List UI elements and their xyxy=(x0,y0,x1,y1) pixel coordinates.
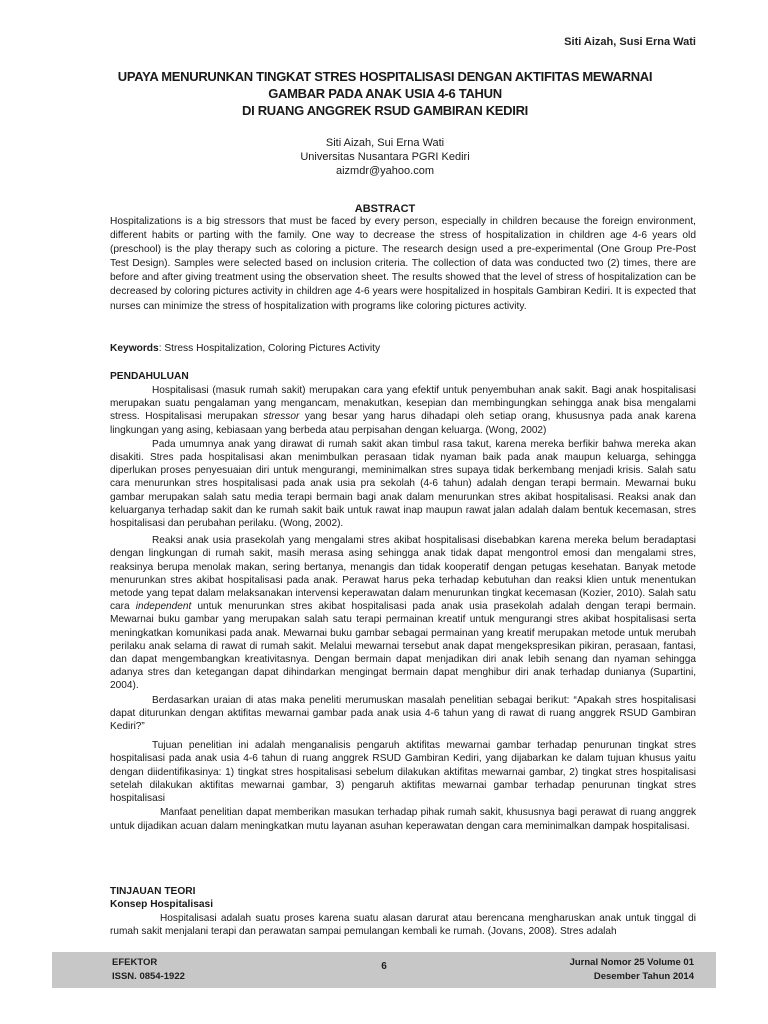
journal-date: Desember Tahun 2014 xyxy=(593,971,694,982)
paragraph-text: yang besar yang harus dihadapi oleh setiap orang, khususnya pada anak karena lingkungan yang asing, kebiasaan yang berbeda atau perpisahan dengan keluarga. (Wong, 2002) xyxy=(110,411,696,436)
paragraph-text: untuk menurunkan stres akibat hospitalisasi pada anak usia prasekolah adalah dengan terapi bermain. Mewarnai buku gambar yang merupakan salah satu terapi permainan kreatif untuk mengurangi stres akibat hospitalisasi serta meningkatkan komunikasi pada anak. Mewarnai buku gambar sebagai permainan yang kreatif merupakan metode untuk merubah perilaku anak selama di rawat di rumah sakit. Melalui mewarnai tersebut anak dapat mengekspresikan pikiran, perasaan, fantasi, dan dapat mengembangkan kreativitasnya. Dengan bermain dapat menjadikan diri anak lebih senang dan nyaman sehingga adanya stres dan ketegangan dapat dihindarkan mengingat bermain dapat menghibur diri anak terhadap dunianya (Supartini, 2004). xyxy=(110,601,696,692)
section-heading-tinjauan: TINJAUAN TEORI xyxy=(110,886,196,897)
author-names: Siti Aizah, Sui Erna Wati xyxy=(325,137,445,149)
footer-issue xyxy=(570,956,694,984)
paragraph: Hospitalisasi adalah suatu proses karena suatu alasan darurat atau berencana mengharuskan anak untuk tinggal di rumah sakit menjalani terapi dan perawatan sampai pemulangan kembali ke rumah. (Jovans, 2008). Stres adalah xyxy=(110,913,696,938)
paragraph: Pada umumnya anak yang dirawat di rumah sakit akan timbul rasa takut, karena mereka berfikir bahwa mereka akan disakiti. Stres pada hospitalisasi akan menimbulkan perasaan tidak nyaman baik pada anak maupun keluarga, sehingga diperlukan proses penyesuaian diri untuk mengurangi, meminimalkan stres supaya tidak berkembang menjadi krisis. Salah satu cara menurunkan stres hospitalisasi pada anak usia pra sekolah (4-6 tahun) adalah dengan terapi bermain. Mewarnai buku gambar merupakan salah satu media terapi bermain bagi anak dalam menurunkan stres akibat hospitalisasi. Reaksi anak dan keluarganya terhadap sakit dan ke rumah sakit baik untuk rawat inap maupun rawat jalan adalah dalam bentuk kecemasan, stres hospitalisasi dan perubahan perilaku. (Wong, 2002). xyxy=(110,438,696,530)
paragraph xyxy=(110,384,696,437)
paragraph-text: Reaksi anak usia prasekolah yang mengalami stres akibat hospitalisasi disebabkan karena mereka belum beradaptasi dengan lingkungan di rumah sakit, masih merasa asing sehingga anak tidak dapat mengontrol emosi dan mengalami stres, reaksinya berupa menolak makan, sering bertanya, menangis dan tidak kooperatif dengan petugas kesehatan. Banyak metode menurunkan stres akibat hospitalisasi pada anak. Perawat harus peka terhadap kebutuhan dan reaksi klien untuk menentukan metode yang tepat dalam melaksanakan intervensi keperawatan dalam menurunkan tingkat kecemasan (Kozier, 2010). Salah satu cara xyxy=(110,535,696,613)
paragraph: Manfaat penelitian dapat memberikan masukan terhadap pihak rumah sakit, khususnya bagi perawat di ruang anggrek untuk dijadikan acuan dalam meningkatkan mutu layanan asuhan keperawatan dengan cara meminimalkan dampak hospitalisasi. xyxy=(110,807,696,832)
section-heading-pendahuluan: PENDAHULUAN xyxy=(110,371,189,382)
title-line: GAMBAR PADA ANAK USIA 4-6 TAHUN xyxy=(268,86,502,101)
keywords-label: Keywords xyxy=(110,343,159,354)
running-head: Siti Aizah, Susi Erna Wati xyxy=(564,36,696,48)
keywords xyxy=(110,343,696,354)
paper-title xyxy=(80,68,690,119)
author-email: aizmdr@yahoo.com xyxy=(336,165,434,177)
journal-issn: ISSN. 0854-1922 xyxy=(112,971,185,982)
page-number: 6 xyxy=(381,961,387,972)
paragraph: Berdasarkan uraian di atas maka peneliti merumuskan masalah penelitian sebagai berikut: “Apakah stres hospitalisasi dapat diturunkan dengan aktifitas mewarnai gambar pada anak usia 4-6 tahun yang di rawat di ruang anggrek RSUD Gambiran Kediri?” xyxy=(110,694,696,733)
tinjauan-body xyxy=(110,912,696,938)
italic-term: stressor xyxy=(263,411,300,423)
italic-term: independent xyxy=(135,601,192,613)
author-block xyxy=(110,136,660,178)
paragraph: Tujuan penelitian ini adalah menganalisis pengaruh aktifitas mewarnai gambar terhadap penurunan tingkat stres hospitalisasi pada anak usia 4-6 tahun di ruang anggrek RSUD Gambiran Kediri, yang dijabarkan ke dalam tujuan khusus yaitu dengan diidentifikasinya: 1) tingkat stres hospitalisasi sebelum dilakukan aktifitas mewarnai gambar, 2) tingkat stres hospitalisasi setelah dilakukan aktifitas mewarnai gambar, 3) pengaruh aktifitas mewarnai gambar terhadap penurunan tingkat stres hospitalisasi xyxy=(110,740,696,805)
footer-bar xyxy=(52,952,716,988)
paragraph xyxy=(110,534,696,692)
abstract-heading: ABSTRACT xyxy=(354,203,416,215)
title-line: UPAYA MENURUNKAN TINGKAT STRES HOSPITALISASI DENGAN AKTIFITAS MEWARNAI xyxy=(117,69,653,84)
journal-volume: Jurnal Nomor 25 Volume 01 xyxy=(569,957,694,968)
author-affiliation: Universitas Nusantara PGRI Kediri xyxy=(300,151,470,163)
title-line: DI RUANG ANGGREK RSUD GAMBIRAN KEDIRI xyxy=(242,103,528,118)
abstract-text: Hospitalizations is a big stressors that must be faced by every person, especially in children because the foreign environment, different habits or parting with the family. One way to decrease the stress of hospitalization in children age 4-6 years old (preschool) is the play therapy such as coloring a picture. The research design used a pre-experimental (One Group Pre-Post Test Design). Samples were selected based on inclusion criteria. The collection of data was conducted two (2) times, there are before and after giving treatment using the observation sheet. The results showed that the level of stress of hospitalization can be decreased by coloring pictures activity in children age 4-6 years were hospitalized in hospitals Gambiran Kediri. It is expected that nurses can minimize the stress of hospitalization with programs like coloring pictures activity. xyxy=(110,216,696,312)
subsection-heading: Konsep Hospitalisasi xyxy=(110,899,214,910)
journal-name: EFEKTOR xyxy=(112,957,158,968)
pendahuluan-body xyxy=(110,384,696,833)
paragraph-text: Hospitalisasi (masuk rumah sakit) merupakan cara yang efektif untuk penyembuhan anak sakit. Bagi anak hospitalisasi merupakan suatu pengalaman yang mengancam, menakutkan, kesepian dan membingungkan sehingga anak bisa mengalami stress. Hospitalisasi merupakan xyxy=(110,385,696,423)
keywords-value: : Stress Hospitalization, Coloring Pictures Activity xyxy=(158,343,381,354)
